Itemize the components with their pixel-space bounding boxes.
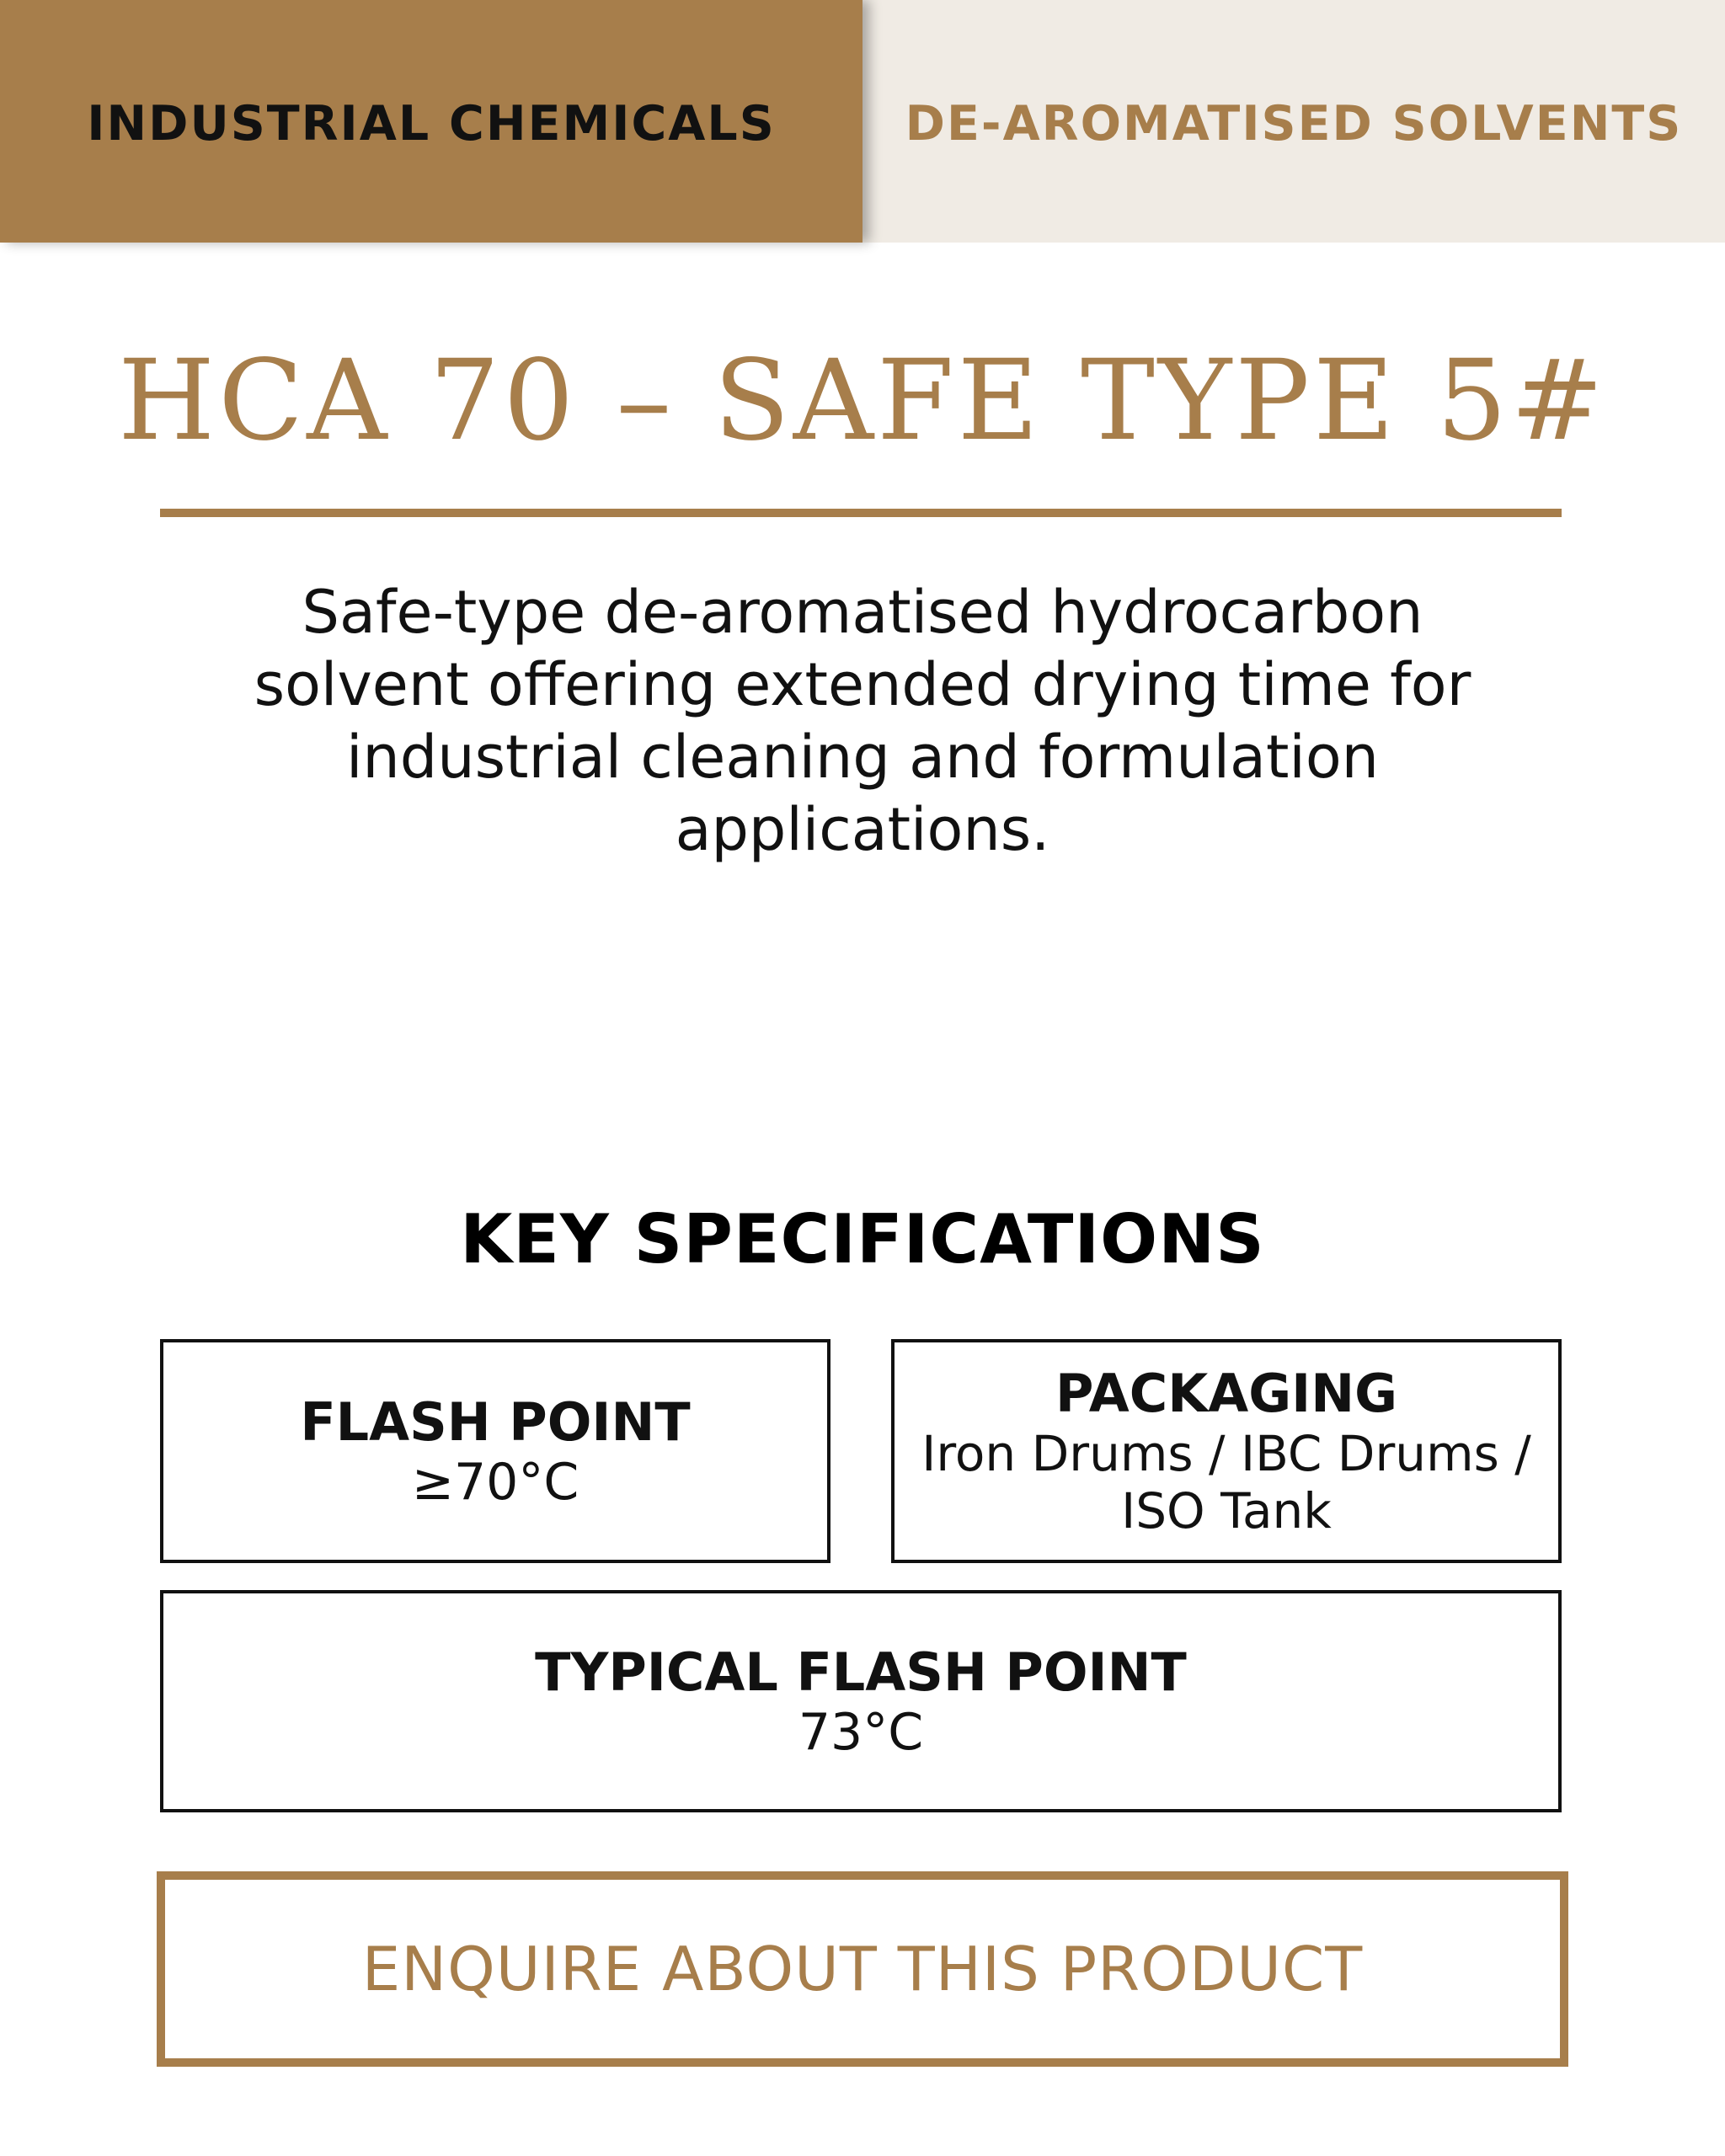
product-description: Safe-type de-aromatised hydrocarbon solvent offering extended drying time for industrial cleaning and formulation applications. (254, 578, 1471, 864)
spec-card-flash-point (160, 1339, 830, 1563)
spec-label-flash-point: FLASH POINT (300, 1391, 691, 1453)
enquire-button-label: ENQUIRE ABOUT THIS PRODUCT (361, 1934, 1364, 2004)
category-tab-bar (0, 0, 1725, 243)
spec-label-typical-flash-point: TYPICAL FLASH POINT (535, 1641, 1187, 1703)
tab-industrial-chemicals[interactable] (0, 0, 862, 243)
key-specifications-heading: KEY SPECIFICATIONS (460, 1200, 1265, 1278)
spec-card-typical-flash-point (160, 1590, 1562, 1812)
spec-value-flash-point: ≥70°C (411, 1453, 579, 1512)
spec-value-typical-flash-point: 73°C (798, 1703, 924, 1762)
enquire-button[interactable] (157, 1871, 1568, 2067)
spec-card-packaging (891, 1339, 1562, 1563)
tab-de-aromatised-solvents[interactable] (862, 0, 1725, 243)
title-divider (160, 509, 1562, 517)
tab-de-aromatised-solvents-label: DE-AROMATISED SOLVENTS (905, 96, 1683, 152)
spec-label-packaging: PACKAGING (1055, 1363, 1397, 1424)
tab-industrial-chemicals-label: INDUSTRIAL CHEMICALS (87, 96, 776, 152)
product-title: HCA 70 – SAFE TYPE 5# (118, 336, 1607, 466)
spec-value-packaging: Iron Drums / IBC Drums / ISO Tank (921, 1425, 1531, 1540)
